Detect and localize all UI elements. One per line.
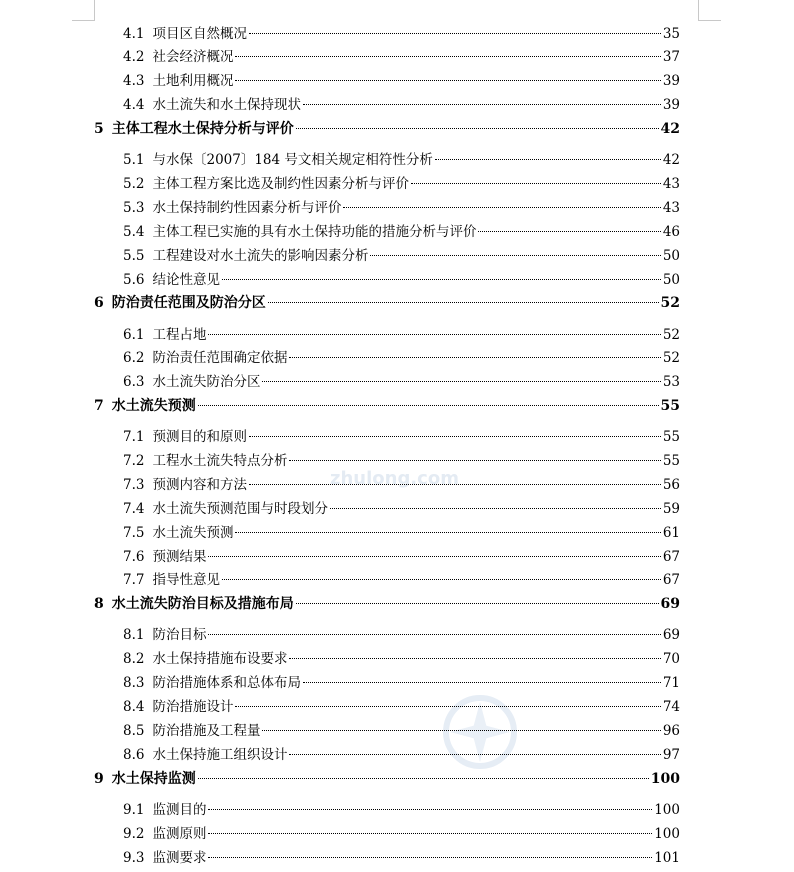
toc-chapter-entry[interactable] [94, 395, 680, 417]
toc-entry-title: 主体工程水土保持分析与评价 [111, 121, 294, 137]
toc-entry-number: 7.5 [123, 525, 145, 541]
toc-section-entry[interactable] [123, 498, 680, 520]
toc-dot-leader [370, 255, 660, 256]
toc-section-entry[interactable] [123, 94, 680, 116]
toc-dot-leader [296, 128, 659, 129]
toc-entry-number: 4.4 [123, 97, 145, 113]
toc-entry-number: 6.2 [123, 350, 145, 366]
toc-entry-title: 工程占地 [152, 327, 207, 343]
toc-dot-leader [249, 33, 661, 34]
toc-entry-page-number: 97 [662, 747, 680, 763]
toc-entry-number: 7 [94, 398, 104, 414]
toc-chapter-entry[interactable] [94, 118, 680, 140]
toc-entry-title: 主体工程已实施的具有水土保持功能的措施分析与评价 [152, 224, 477, 240]
toc-entry-number: 7.7 [123, 572, 145, 588]
toc-section-entry[interactable] [123, 474, 680, 496]
toc-entry-number: 5.4 [123, 224, 145, 240]
toc-entry-number: 8.6 [123, 747, 145, 763]
toc-entry-title: 水土保持施工组织设计 [152, 747, 288, 763]
toc-entry-number: 8.2 [123, 651, 145, 667]
toc-section-entry[interactable] [123, 569, 680, 591]
toc-chapter-entry[interactable] [94, 768, 680, 790]
toc-entry-title: 预测结果 [152, 549, 207, 565]
toc-entry-title: 项目区自然概况 [152, 26, 247, 42]
toc-section-entry[interactable] [123, 744, 680, 766]
toc-entry-title: 主体工程方案比选及制约性因素分析与评价 [152, 176, 409, 192]
toc-dot-leader [303, 104, 661, 105]
toc-dot-leader [222, 279, 661, 280]
toc-entry-page-number: 56 [662, 477, 680, 493]
toc-dot-leader [262, 730, 660, 731]
toc-entry-title: 防治责任范围确定依据 [152, 350, 288, 366]
toc-section-entry[interactable] [123, 522, 680, 544]
toc-entry-number: 8.3 [123, 675, 145, 691]
toc-entry-page-number: 55 [662, 453, 680, 469]
toc-section-entry[interactable] [123, 173, 680, 195]
toc-section-entry[interactable] [123, 46, 680, 68]
toc-entry-number: 5.5 [123, 248, 145, 264]
toc-entry-title: 水土保持监测 [111, 771, 196, 787]
toc-entry-page-number: 52 [662, 327, 680, 343]
toc-entry-number: 9 [94, 771, 104, 787]
toc-entry-title: 监测目的 [152, 802, 207, 818]
toc-entry-page-number: 67 [662, 572, 680, 588]
toc-entry-title: 指导性意见 [152, 572, 220, 588]
toc-entry-page-number: 100 [650, 771, 680, 787]
toc-dot-leader [249, 436, 661, 437]
toc-entry-page-number: 39 [662, 97, 680, 113]
toc-entry-title: 防治责任范围及防治分区 [111, 295, 266, 311]
toc-entry-number: 7.3 [123, 477, 145, 493]
toc-entry-number: 4.2 [123, 49, 145, 65]
toc-entry-number: 9.1 [123, 802, 145, 818]
toc-dot-leader [235, 532, 660, 533]
toc-entry-page-number: 53 [662, 374, 680, 390]
toc-section-entry[interactable] [123, 269, 680, 291]
toc-entry-title: 水土流失和水土保持现状 [152, 97, 301, 113]
toc-section-entry[interactable] [123, 450, 680, 472]
toc-entry-page-number: 46 [662, 224, 680, 240]
toc-dot-leader [249, 484, 661, 485]
toc-dot-leader [343, 207, 660, 208]
toc-entry-number: 5.3 [123, 200, 145, 216]
toc-entry-number: 8.4 [123, 699, 145, 715]
toc-entry-title: 监测原则 [152, 826, 207, 842]
toc-entry-page-number: 69 [660, 596, 680, 612]
toc-entry-title: 水土流失预测 [152, 525, 234, 541]
toc-entry-title: 工程水土流失特点分析 [152, 453, 288, 469]
toc-dot-leader [289, 460, 660, 461]
toc-entry-number: 8 [94, 596, 104, 612]
toc-section-entry[interactable] [123, 426, 680, 448]
toc-entry-number: 8.1 [123, 627, 145, 643]
toc-dot-leader [296, 603, 659, 604]
toc-entry-number: 4.1 [123, 26, 145, 42]
toc-entry-number: 7.1 [123, 429, 145, 445]
toc-entry-title: 防治措施及工程量 [152, 723, 261, 739]
toc-entry-page-number: 43 [662, 176, 680, 192]
toc-entry-page-number: 42 [662, 152, 680, 168]
toc-entry-page-number: 74 [662, 699, 680, 715]
toc-dot-leader [262, 381, 660, 382]
toc-entry-page-number: 55 [660, 398, 680, 414]
toc-section-entry[interactable] [123, 847, 680, 869]
toc-entry-number: 4.3 [123, 73, 145, 89]
toc-section-entry[interactable] [123, 546, 680, 568]
toc-entry-page-number: 67 [662, 549, 680, 565]
toc-entry-page-number: 69 [662, 627, 680, 643]
toc-entry-page-number: 59 [662, 501, 680, 517]
toc-section-entry[interactable] [123, 245, 680, 267]
toc-entry-title: 防治措施设计 [152, 699, 234, 715]
toc-dot-leader [268, 302, 659, 303]
toc-entry-title: 水土保持制约性因素分析与评价 [152, 200, 342, 216]
toc-section-entry[interactable] [123, 720, 680, 742]
toc-section-entry[interactable] [123, 799, 680, 821]
toc-dot-leader [198, 778, 649, 779]
toc-dot-leader [289, 754, 660, 755]
toc-entry-page-number: 35 [662, 26, 680, 42]
toc-entry-page-number: 39 [662, 73, 680, 89]
toc-section-entry[interactable] [123, 371, 680, 393]
toc-dot-leader [330, 508, 661, 509]
toc-entry-page-number: 50 [662, 248, 680, 264]
toc-entry-page-number: 100 [654, 826, 680, 842]
toc-entry-title: 水土流失预测范围与时段划分 [152, 501, 328, 517]
toc-section-entry[interactable] [123, 149, 680, 171]
toc-entry-title: 水土流失预测 [111, 398, 196, 414]
toc-section-entry[interactable] [123, 648, 680, 670]
toc-entry-page-number: 52 [662, 350, 680, 366]
toc-entry-number: 9.2 [123, 826, 145, 842]
toc-entry-title: 防治措施体系和总体布局 [152, 675, 301, 691]
toc-entry-number: 7.6 [123, 549, 145, 565]
toc-entry-title: 结论性意见 [152, 272, 220, 288]
toc-entry-page-number: 43 [662, 200, 680, 216]
toc-entry-number: 5.2 [123, 176, 145, 192]
toc-section-entry[interactable] [123, 197, 680, 219]
page-corner-mark-right [698, 0, 721, 21]
toc-dot-leader [208, 334, 660, 335]
toc-entry-title: 预测内容和方法 [152, 477, 247, 493]
toc-entry-page-number: 52 [660, 295, 680, 311]
toc-entry-number: 7.2 [123, 453, 145, 469]
toc-dot-leader [208, 857, 652, 858]
toc-entry-title: 与水保〔2007〕184 号文相关规定相符性分析 [152, 152, 433, 168]
toc-dot-leader [411, 183, 661, 184]
toc-entry-number: 6.3 [123, 374, 145, 390]
toc-entry-number: 7.4 [123, 501, 145, 517]
toc-section-entry[interactable] [123, 324, 680, 346]
toc-entry-title: 工程建设对水土流失的影响因素分析 [152, 248, 369, 264]
toc-entry-title: 水土流失防治目标及措施布局 [111, 596, 294, 612]
toc-section-entry[interactable] [123, 672, 680, 694]
toc-entry-number: 8.5 [123, 723, 145, 739]
toc-entry-page-number: 61 [662, 525, 680, 541]
toc-section-entry[interactable] [123, 347, 680, 369]
toc-entry-title: 监测要求 [152, 850, 207, 866]
toc-dot-leader [198, 405, 659, 406]
toc-entry-page-number: 70 [662, 651, 680, 667]
toc-chapter-entry[interactable] [94, 292, 680, 314]
toc-dot-leader [235, 80, 660, 81]
toc-entry-title: 水土保持措施布设要求 [152, 651, 288, 667]
toc-section-entry[interactable] [123, 823, 680, 845]
toc-chapter-entry[interactable] [94, 593, 680, 615]
toc-entry-page-number: 71 [662, 675, 680, 691]
toc-entry-number: 5 [94, 121, 104, 137]
toc-entry-page-number: 42 [660, 121, 680, 137]
page-corner-mark-left [72, 0, 95, 21]
toc-dot-leader [235, 706, 660, 707]
toc-entry-number: 9.3 [123, 850, 145, 866]
toc-entry-title: 水土流失防治分区 [152, 374, 261, 390]
toc-dot-leader [208, 556, 660, 557]
toc-dot-leader [208, 809, 652, 810]
toc-dot-leader [478, 231, 660, 232]
toc-dot-leader [289, 658, 660, 659]
toc-entry-page-number: 55 [662, 429, 680, 445]
toc-entry-page-number: 101 [654, 850, 680, 866]
toc-dot-leader [303, 682, 661, 683]
toc-entry-page-number: 50 [662, 272, 680, 288]
toc-section-entry[interactable] [123, 624, 680, 646]
toc-section-entry[interactable] [123, 70, 680, 92]
toc-entry-title: 防治目标 [152, 627, 207, 643]
toc-section-entry[interactable] [123, 23, 680, 45]
toc-dot-leader [208, 634, 660, 635]
toc-entry-number: 5.6 [123, 272, 145, 288]
toc-entry-title: 社会经济概况 [152, 49, 234, 65]
toc-section-entry[interactable] [123, 696, 680, 718]
toc-entry-title: 预测目的和原则 [152, 429, 247, 445]
toc-entry-title: 土地利用概况 [152, 73, 234, 89]
toc-entry-number: 6 [94, 295, 104, 311]
toc-dot-leader [235, 56, 660, 57]
toc-entry-number: 6.1 [123, 327, 145, 343]
toc-entry-page-number: 96 [662, 723, 680, 739]
toc-dot-leader [208, 833, 652, 834]
toc-dot-leader [289, 357, 660, 358]
toc-section-entry[interactable] [123, 221, 680, 243]
toc-dot-leader [435, 159, 661, 160]
toc-dot-leader [222, 579, 661, 580]
toc-entry-page-number: 100 [654, 802, 680, 818]
toc-entry-number: 5.1 [123, 152, 145, 168]
toc-entry-page-number: 37 [662, 49, 680, 65]
watermark-url: zhulong.com [330, 468, 459, 489]
